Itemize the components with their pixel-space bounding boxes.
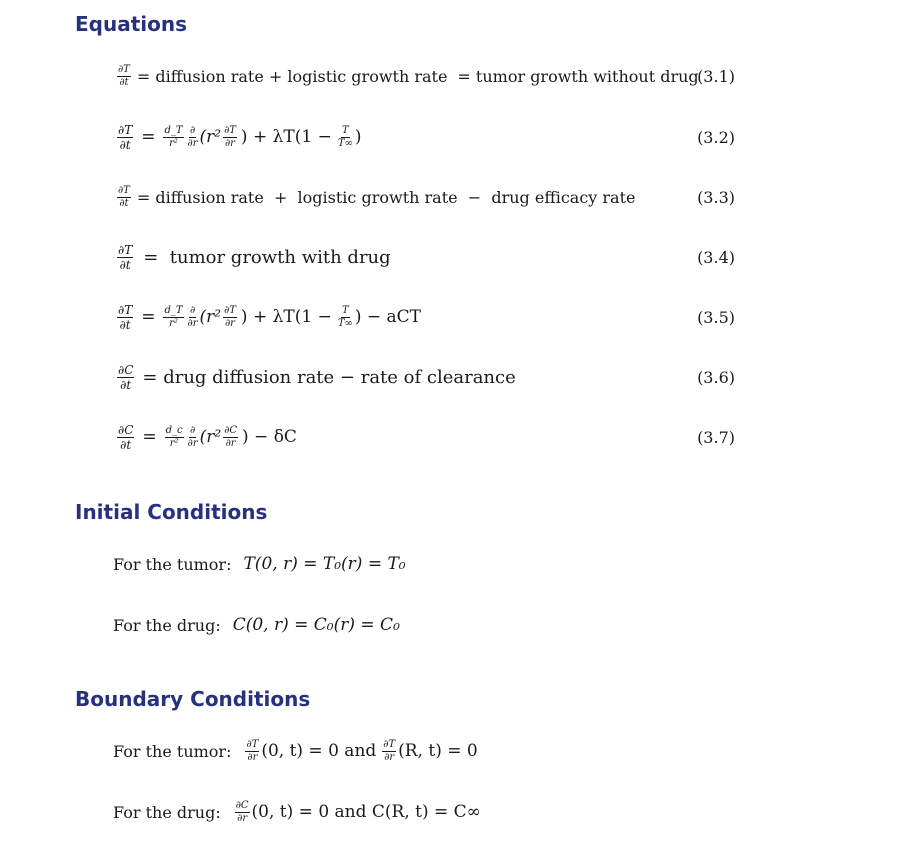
lhs-denominator: ∂t — [119, 317, 131, 332]
lhs-numerator: ∂T — [118, 122, 133, 137]
equation-text: (r² — [199, 307, 222, 327]
deriv-denominator: ∂r — [247, 751, 258, 763]
equation-3-1 — [115, 61, 735, 91]
equation-body — [115, 122, 361, 152]
equation-number: (3.7) — [697, 428, 735, 447]
lhs-numerator: ∂T — [118, 302, 133, 317]
lhs-denominator: ∂t — [120, 377, 132, 392]
equation-3-4 — [115, 242, 735, 272]
condition-math: C(0, r) = C₀(r) = C₀ — [232, 615, 400, 635]
lhs-numerator: ∂C — [118, 362, 134, 377]
equation-text: = tumor growth without drug — [457, 66, 699, 86]
initial-conditions-heading: Initial Conditions — [75, 500, 268, 524]
initial-condition-tumor — [113, 549, 406, 579]
equation-body — [115, 61, 699, 91]
equation-body — [115, 242, 391, 272]
equation-body — [115, 362, 516, 392]
condition-text: (R, t) = 0 — [398, 741, 478, 761]
deriv-denominator: ∂r — [237, 812, 248, 824]
equation-text: = tumor growth with drug — [143, 246, 391, 268]
inner-denominator: ∂r — [225, 437, 236, 449]
equation-text: = diffusion rate + logistic growth rate — [136, 66, 448, 86]
deriv-numerator: ∂T — [246, 738, 259, 750]
equation-text: = drug diffusion rate − rate of clearance — [142, 366, 516, 388]
equation-3-7 — [115, 422, 735, 452]
inner-numerator: ∂T — [224, 124, 236, 136]
lhs-denominator: ∂t — [120, 437, 132, 452]
equation-number: (3.4) — [697, 248, 735, 267]
equation-number: (3.1) — [697, 67, 735, 86]
deriv-denominator: ∂r — [187, 137, 198, 149]
equals-sign: = — [141, 307, 156, 327]
ratio-denominator: T∞ — [337, 137, 353, 149]
equation-text: ) − aCT — [354, 307, 421, 327]
boundary-condition-tumor — [113, 736, 478, 766]
equation-text: ) − δC — [242, 427, 297, 447]
equation-3-6 — [115, 362, 735, 392]
equation-number: (3.6) — [697, 368, 735, 387]
deriv-numerator: ∂T — [383, 738, 396, 750]
lhs-numerator: ∂T — [118, 242, 133, 257]
coef-denominator: r² — [169, 317, 178, 329]
equals-sign: = — [141, 127, 156, 147]
lhs-denominator: ∂t — [119, 137, 131, 152]
equation-body — [115, 422, 297, 452]
inner-numerator: ∂C — [224, 424, 238, 436]
equation-3-2 — [115, 122, 735, 152]
condition-math — [243, 740, 477, 763]
condition-math: T(0, r) = T₀(r) = T₀ — [243, 554, 406, 574]
lhs-numerator: ∂C — [118, 422, 134, 437]
deriv-numerator: ∂C — [235, 799, 249, 811]
equations-heading: Equations — [75, 12, 188, 36]
coef-numerator: d_T — [164, 124, 183, 136]
deriv-numerator: ∂ — [190, 424, 196, 436]
inner-numerator: ∂T — [224, 304, 236, 316]
lhs-denominator: ∂t — [119, 197, 129, 209]
deriv-denominator: ∂r — [187, 437, 198, 449]
condition-math — [233, 801, 481, 824]
equation-3-3 — [115, 182, 735, 212]
equation-text: (r² — [199, 427, 222, 447]
initial-condition-drug — [113, 610, 400, 640]
inner-denominator: ∂r — [225, 317, 235, 329]
coef-numerator: d_T — [164, 304, 183, 316]
condition-label: For the tumor: — [113, 554, 232, 574]
condition-text: (0, t) = 0 and — [261, 741, 377, 761]
deriv-denominator: ∂r — [384, 751, 395, 763]
ratio-numerator: T — [341, 304, 349, 316]
deriv-denominator: ∂r — [187, 317, 198, 329]
ratio-denominator: T∞ — [337, 317, 353, 329]
equation-number: (3.5) — [697, 308, 735, 327]
equation-body — [115, 302, 421, 332]
equation-text: ) — [354, 127, 362, 147]
equals-sign: = — [142, 427, 157, 447]
inner-denominator: ∂r — [225, 137, 235, 149]
equation-body — [115, 182, 636, 212]
equation-text: = diffusion rate + logistic growth rate − drug efficacy rate — [136, 187, 636, 207]
lhs-numerator: ∂T — [118, 184, 130, 196]
equation-number: (3.2) — [697, 128, 735, 147]
deriv-numerator: ∂ — [189, 124, 196, 136]
equation-text: ) + λT(1 − — [240, 127, 332, 147]
lhs-numerator: ∂T — [118, 63, 130, 75]
lhs-denominator: ∂t — [119, 257, 131, 272]
lhs-denominator: ∂t — [119, 76, 129, 88]
equation-number: (3.3) — [697, 188, 735, 207]
coef-denominator: r² — [169, 437, 179, 449]
boundary-condition-drug — [113, 797, 481, 827]
condition-label: For the tumor: — [113, 741, 232, 761]
condition-label: For the drug: — [113, 615, 221, 635]
ratio-numerator: T — [341, 124, 349, 136]
coef-numerator: d_c — [165, 424, 183, 436]
coef-denominator: r² — [169, 137, 178, 149]
equation-text: (r² — [199, 127, 222, 147]
boundary-conditions-heading: Boundary Conditions — [75, 687, 311, 711]
deriv-numerator: ∂ — [189, 304, 196, 316]
condition-label: For the drug: — [113, 802, 221, 822]
condition-text: (0, t) = 0 and C(R, t) = C∞ — [251, 802, 481, 822]
equation-3-5 — [115, 302, 735, 332]
equation-text: ) + λT(1 − — [240, 307, 332, 327]
